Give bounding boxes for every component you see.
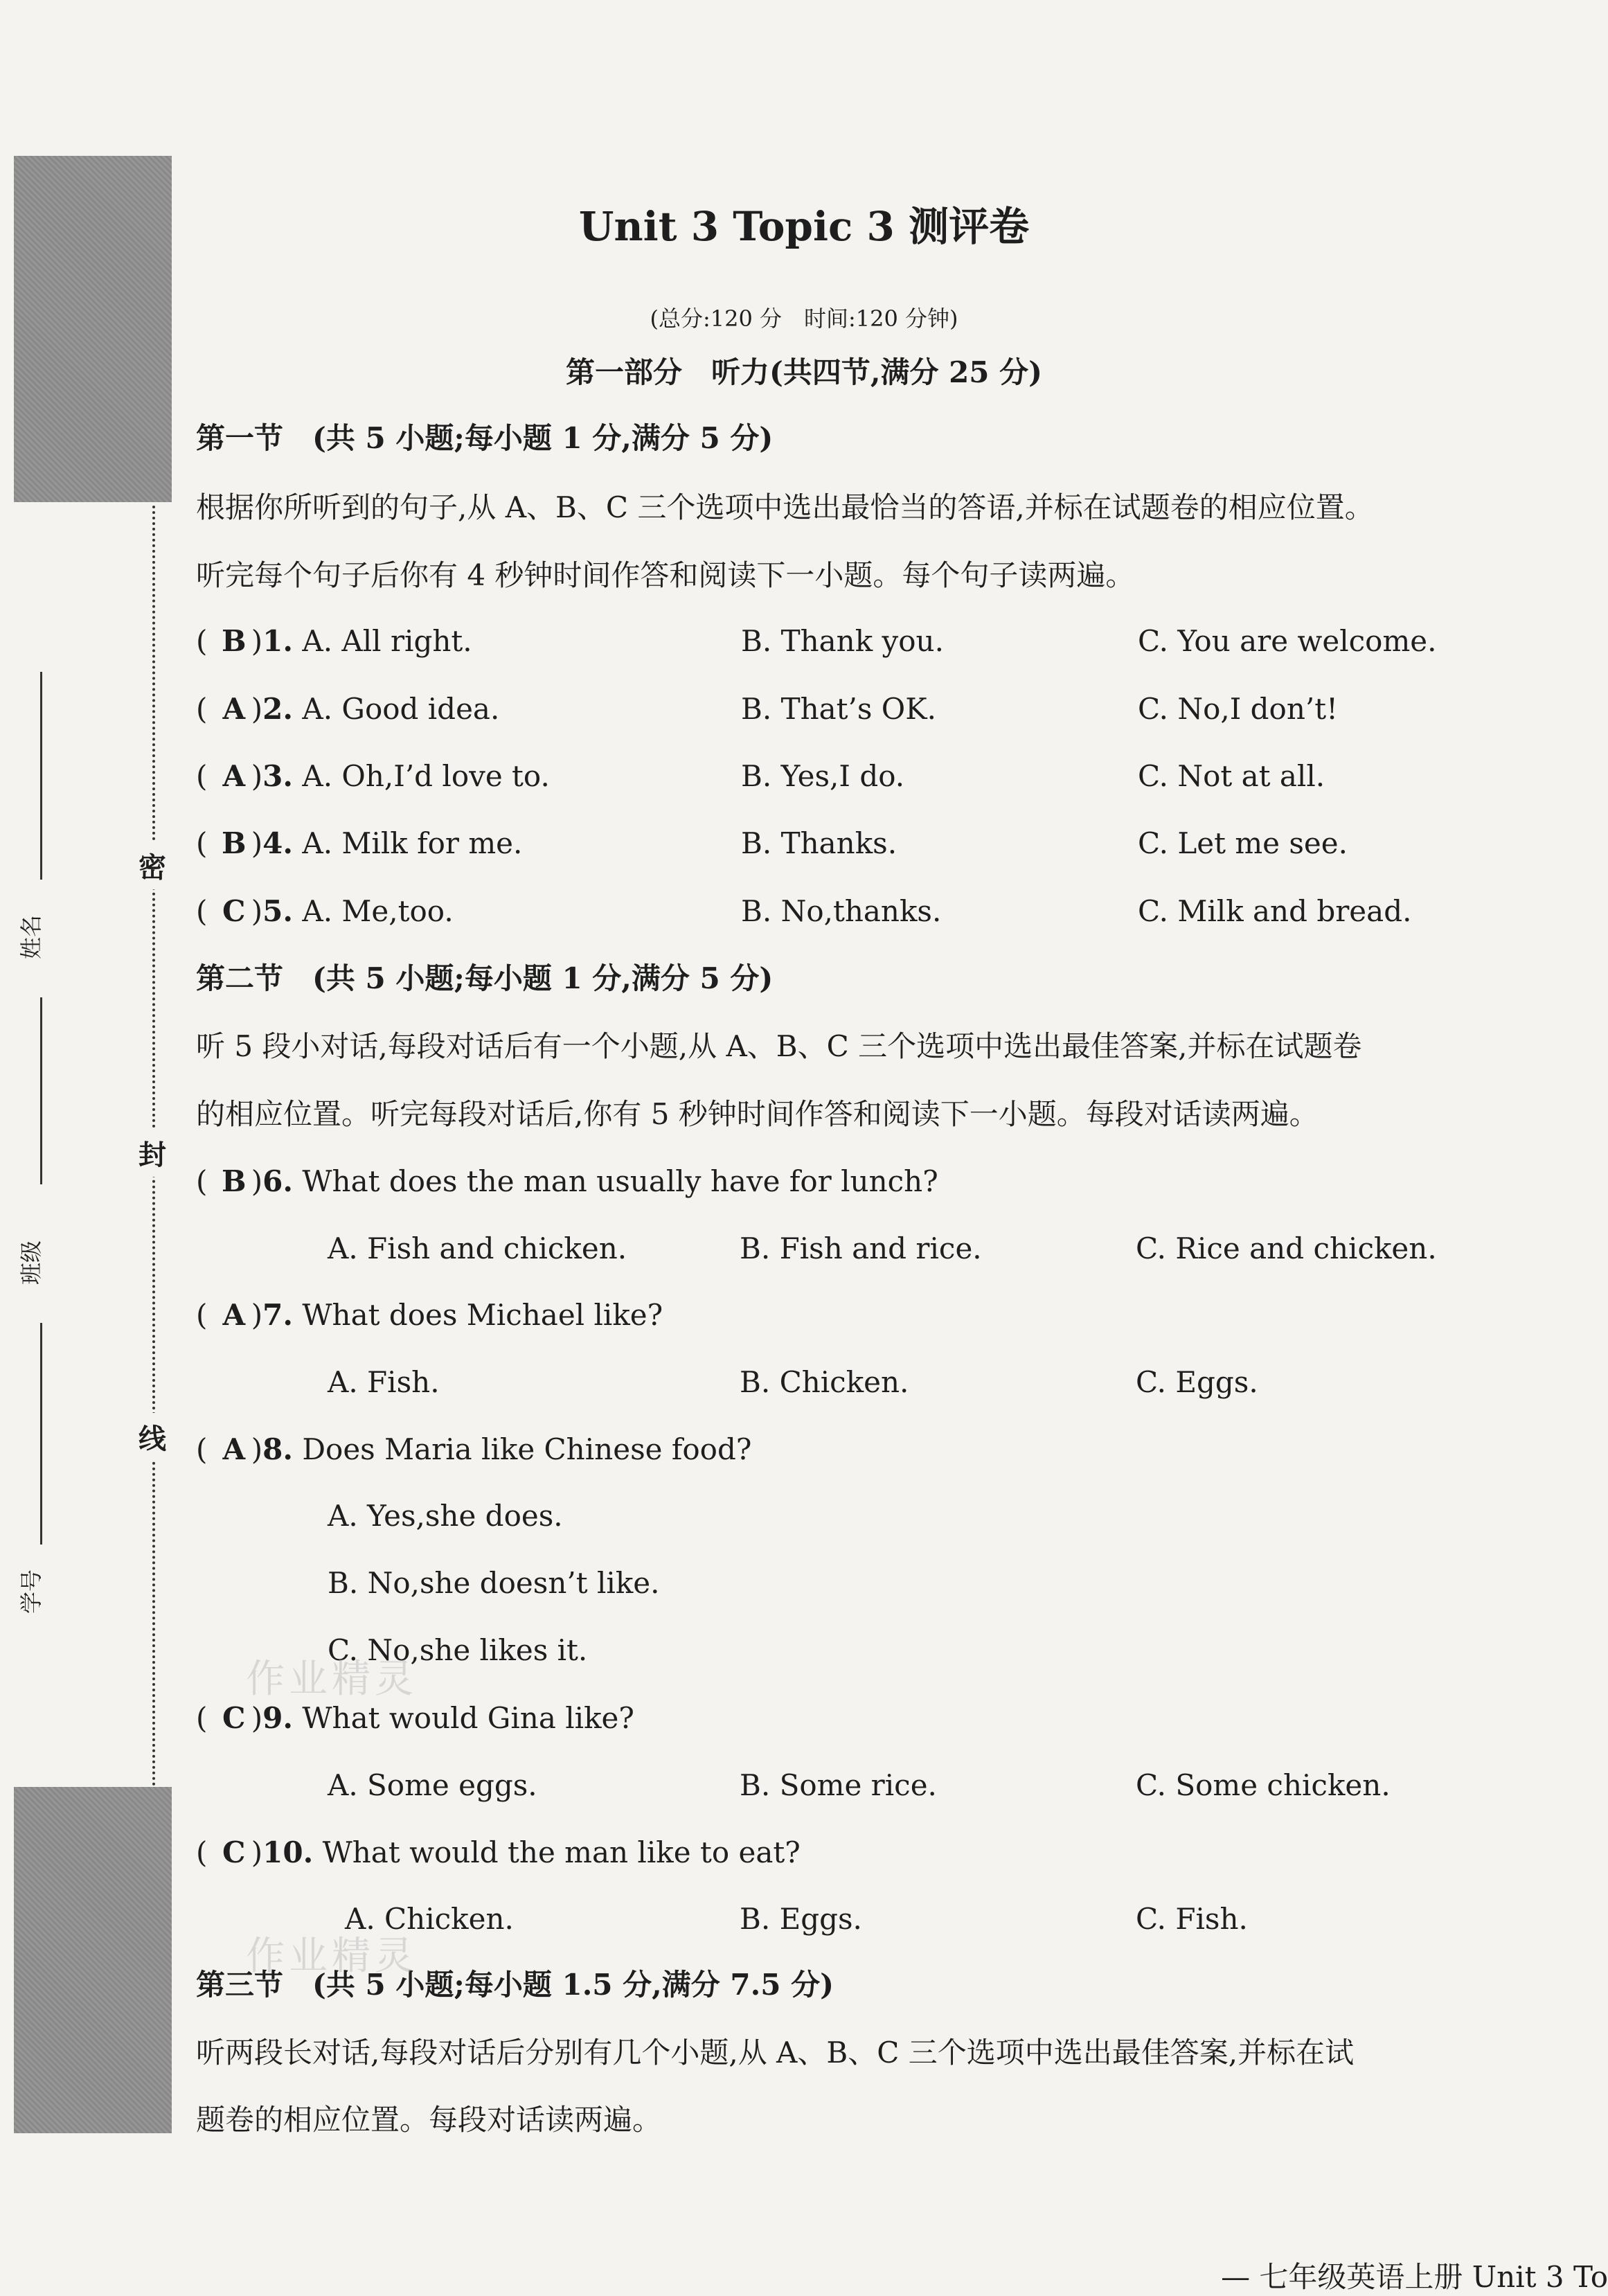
binding-char-xian: 线 xyxy=(139,1413,166,1461)
option-b: B. No,thanks. xyxy=(741,894,942,928)
option-a: A. Good idea. xyxy=(302,692,500,726)
option-c: C. No,she likes it. xyxy=(328,1633,588,1667)
section3-instruction-2: 题卷的相应位置。每段对话读两遍。 xyxy=(196,2103,662,2137)
id-underline xyxy=(40,1323,42,1545)
option-a: A. Chicken. xyxy=(345,1902,514,1936)
answer-4: B xyxy=(222,826,247,860)
option-a: A. Me,too. xyxy=(302,894,454,928)
option-c: C. Milk and bread. xyxy=(1138,894,1412,928)
option-b: B. Chicken. xyxy=(740,1365,909,1399)
answer-7: A xyxy=(222,1298,246,1332)
question-text: Does Maria like Chinese food? xyxy=(302,1432,752,1466)
question-number: 8. xyxy=(262,1432,293,1466)
page-footer: — 七年级英语上册 Unit 3 To xyxy=(1221,2260,1608,2294)
question-number: 6. xyxy=(262,1164,293,1198)
margin-grey-block-bottom xyxy=(14,1787,172,2133)
answer-3: A xyxy=(222,759,246,793)
option-c: C. Let me see. xyxy=(1138,826,1348,860)
class-underline xyxy=(40,997,42,1184)
question-number: 4. xyxy=(262,826,293,860)
name-label: 姓名 xyxy=(18,914,44,959)
question-text: What does Michael like? xyxy=(302,1298,663,1332)
student-id-label: 学号 xyxy=(18,1569,44,1614)
section3-title: 第三节 (共 5 小题;每小题 1.5 分,满分 7.5 分) xyxy=(196,1968,834,2002)
option-a: A. Oh,I’d love to. xyxy=(302,759,550,793)
question-text: What would the man like to eat? xyxy=(322,1835,801,1869)
question-text: What does the man usually have for lunch? xyxy=(302,1164,938,1198)
option-b: B. No,she doesn’t like. xyxy=(328,1566,660,1600)
option-b: B. That’s OK. xyxy=(741,692,936,726)
option-a: A. Fish. xyxy=(328,1365,440,1399)
option-b: B. Yes,I do. xyxy=(741,759,905,793)
option-b: B. Thanks. xyxy=(741,826,897,860)
answer-6: B xyxy=(222,1164,247,1198)
question-number: 1. xyxy=(262,624,293,658)
binding-char-mi: 密 xyxy=(139,842,166,889)
option-a: A. All right. xyxy=(302,624,472,658)
section1-title: 第一节 (共 5 小题;每小题 1 分,满分 5 分) xyxy=(196,421,774,455)
question-number: 5. xyxy=(262,894,293,928)
question-number: 9. xyxy=(262,1701,293,1735)
answer-9: C xyxy=(222,1701,246,1735)
option-c: C. Not at all. xyxy=(1138,759,1325,793)
option-c: C. Rice and chicken. xyxy=(1136,1231,1437,1265)
option-b: B. Fish and rice. xyxy=(740,1231,982,1265)
question-number: 7. xyxy=(262,1298,293,1332)
score-time-info: (总分:120 分 时间:120 分钟) xyxy=(650,305,958,332)
class-label: 班级 xyxy=(18,1240,44,1285)
option-b: B. Thank you. xyxy=(741,624,944,658)
section1-instruction-2: 听完每个句子后你有 4 秒钟时间作答和阅读下一小题。每个句子读两遍。 xyxy=(196,558,1135,592)
option-c: C. You are welcome. xyxy=(1138,624,1437,658)
binding-char-feng: 封 xyxy=(139,1129,166,1177)
option-a: A. Yes,she does. xyxy=(328,1499,563,1533)
section2-title: 第二节 (共 5 小题;每小题 1 分,满分 5 分) xyxy=(196,961,774,995)
section1-instruction-1: 根据你所听到的句子,从 A、B、C 三个选项中选出最恰当的答语,并标在试题卷的相应位置。 xyxy=(196,490,1374,524)
answer-1: B xyxy=(222,624,247,658)
watermark-1: 作业精灵 xyxy=(246,1657,418,1702)
section2-instruction-2: 的相应位置。听完每段对话后,你有 5 秒钟时间作答和阅读下一小题。每段对话读两遍。 xyxy=(196,1097,1319,1131)
option-c: C. Fish. xyxy=(1136,1902,1248,1936)
option-a: A. Fish and chicken. xyxy=(328,1231,627,1265)
option-c: C. Eggs. xyxy=(1136,1365,1258,1399)
section2-instruction-1: 听 5 段小对话,每段对话后有一个小题,从 A、B、C 三个选项中选出最佳答案,并标在试题卷 xyxy=(196,1029,1362,1063)
part1-title: 第一部分 听力(共四节,满分 25 分) xyxy=(565,355,1043,389)
answer-5: C xyxy=(222,894,246,928)
answer-8: A xyxy=(222,1432,246,1466)
answer-2: A xyxy=(222,692,246,726)
question-number: 3. xyxy=(262,759,293,793)
option-b: B. Eggs. xyxy=(740,1902,862,1936)
page-title: Unit 3 Topic 3 测评卷 xyxy=(578,203,1030,250)
option-a: A. Milk for me. xyxy=(302,826,523,860)
option-c: C. No,I don’t! xyxy=(1138,692,1338,726)
section3-instruction-1: 听两段长对话,每段对话后分别有几个小题,从 A、B、C 三个选项中选出最佳答案,并标在试 xyxy=(196,2036,1355,2070)
question-number: 2. xyxy=(262,692,293,726)
watermark-2: 作业精灵 xyxy=(246,1934,418,1979)
option-c: C. Some chicken. xyxy=(1136,1768,1391,1802)
option-a: A. Some eggs. xyxy=(328,1768,537,1802)
question-number: 10. xyxy=(262,1835,314,1869)
question-text: What would Gina like? xyxy=(302,1701,634,1735)
name-underline xyxy=(40,672,42,880)
answer-10: C xyxy=(222,1835,246,1869)
option-b: B. Some rice. xyxy=(740,1768,937,1802)
